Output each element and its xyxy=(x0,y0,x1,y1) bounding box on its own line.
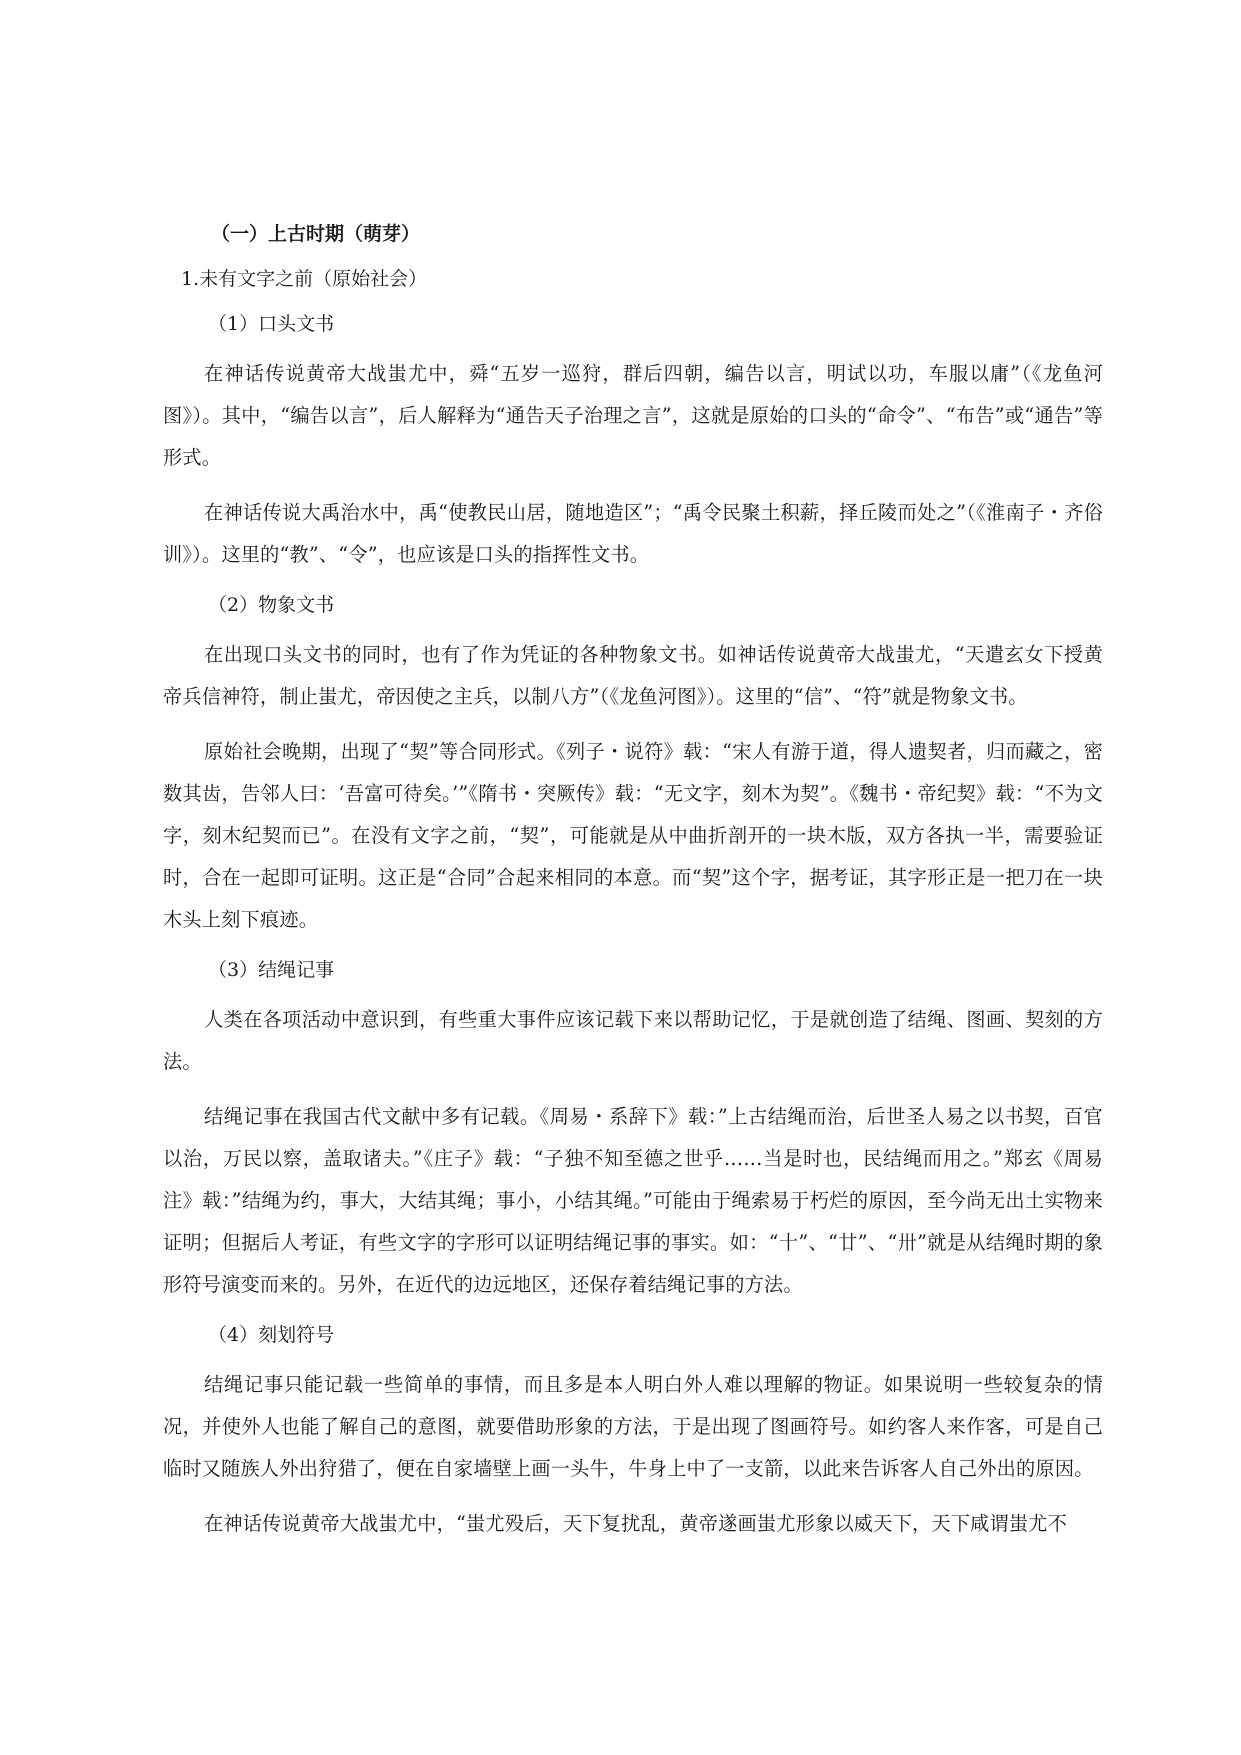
paragraph-5: 人类在各项活动中意识到，有些重大事件应该记载下来以帮助记忆，于是就创造了结绳、图画、契刻的方法。 xyxy=(163,1008,1103,1073)
section-title: （一）上古时期（萌芽） xyxy=(211,223,421,245)
paragraph-7: 结绳记事只能记载一些简单的事情，而且多是本人明白外人难以理解的物证。如果说明一些较复杂的情况，并使外人也能了解自己的意图，就要借助形象的方法，于是出现了图画符号。如约客人来作客，可是自己临时又随族人外出狩猎了，便在自家墙壁上画一头牛，牛身上中了一支箭，以此来告诉客人自己外出的原因。 xyxy=(163,1373,1103,1480)
paragraph-2: 在神话传说大禹治水中，禹“使教民山居，随地造区”；“禹令民聚土积薪，择丘陵而处之”（《淮南子・齐俗训》）。这里的“教”、“令”，也应该是口头的指挥性文书。 xyxy=(163,501,1103,566)
paragraph-8: 在神话传说黄帝大战蚩尤中，“蚩尤殁后，天下复扰乱，黄帝遂画蚩尤形象以威天下，天下咸谓蚩尤不 xyxy=(204,1512,1068,1535)
item-oral-documents: （1）口头文书 xyxy=(208,313,335,335)
paragraph-6: 结绳记事在我国古代文献中多有记载。《周易・系辞下》载：”上古结绳而治，后世圣人易之以书契，百官以治，万民以察，盖取诸夫。”《庄子》载：“子独不知至德之世乎……当是时也，民结绳而用之。”郑玄《周易注》载：”结绳为约，事大，大结其绳；事小，小结其绳。”可能由于绳索易于朽烂的原因，至今尚无出土实物来证明；但据后人考证，有些文字的字形可以证明结绳记事的事实。如：“十”、“廿”、“卅”就是从结绳时期的象形符号演变而来的。另外，在近代的边远地区，还保存着结绳记事的方法。 xyxy=(163,1105,1103,1296)
paragraph-4: 原始社会晚期，出现了“契”等合同形式。《列子・说符》载：“宋人有游于道，得人遗契者，归而藏之，密数其齿，告邻人曰：‘吾富可待矣。’”《隋书・突厥传》载：“无文字，刻木为契”。《魏书・帝纪契》载：“不为文字，刻木纪契而已”。在没有文字之前，“契”，可能就是从中曲折剖开的一块木版，双方各执一半，需要验证时，合在一起即可证明。这正是“合同”合起来相同的本意。而“契”这个字，据考证，其字形正是一把刀在一块木头上刻下痕迹。 xyxy=(163,740,1103,931)
item-knot-records: （3）结绳记事 xyxy=(208,959,335,981)
item-carved-symbols: （4）刻划符号 xyxy=(208,1324,335,1346)
item-object-documents: （2）物象文书 xyxy=(208,594,335,616)
paragraph-3: 在出现口头文书的同时，也有了作为凭证的各种物象文书。如神话传说黄帝大战蚩尤，“天遣玄女下授黄帝兵信神符，制止蚩尤，帝因使之主兵，以制八方”（《龙鱼河图》）。这里的“信”、“符”就是物象文书。 xyxy=(163,643,1103,708)
sub-title: 1.未有文字之前（原始社会） xyxy=(181,268,428,290)
document-page xyxy=(163,218,1103,1558)
paragraph-1: 在神话传说黄帝大战蚩尤中，舜“五岁一巡狩，群后四朝，编告以言，明试以功，车服以庸”（《龙鱼河图》）。其中，“编告以言”，后人解释为“通告天子治理之言”，这就是原始的口头的“命令”、“布告”或“通告”等形式。 xyxy=(163,362,1103,469)
